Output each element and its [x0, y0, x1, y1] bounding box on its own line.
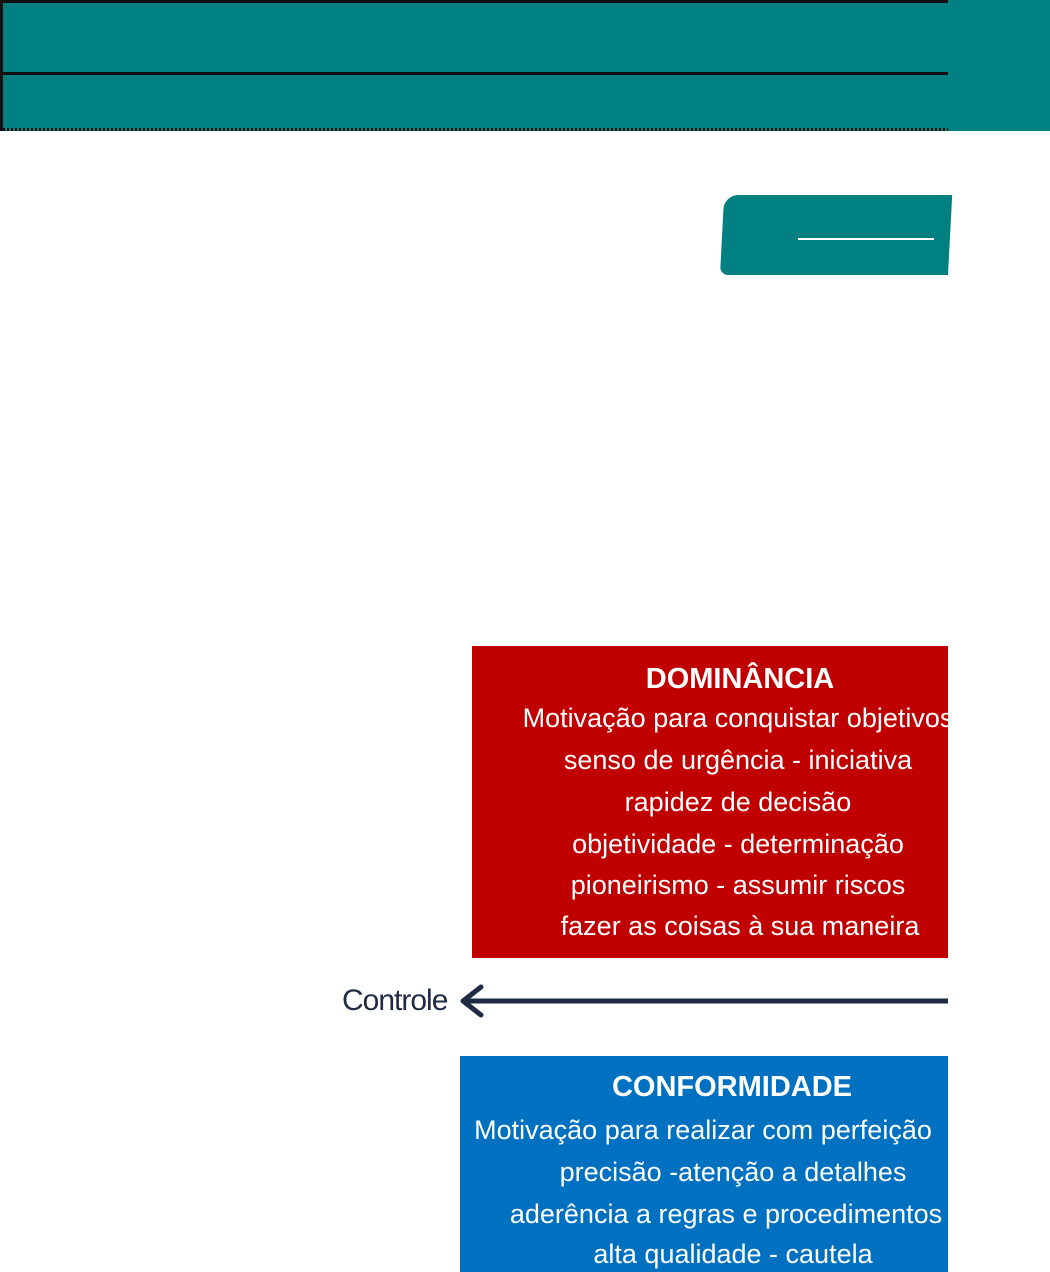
header-top-rule	[0, 0, 948, 3]
dominancia-line: objetividade - determinação	[572, 829, 904, 859]
conformidade-line: alta qualidade - cautela	[593, 1239, 873, 1269]
section-tab	[720, 195, 952, 275]
conformidade-line: Motivação para realizar com perfeição	[474, 1115, 932, 1145]
controle-label: Controle	[342, 984, 448, 1017]
conformidade-line: precisão -atenção a detalhes	[559, 1157, 907, 1187]
section-tab-underline	[798, 238, 934, 240]
header-left-rule	[0, 0, 3, 131]
conformidade-title: CONFORMIDADE	[611, 1071, 853, 1103]
dominancia-line: pioneirismo - assumir riscos	[570, 870, 906, 900]
dominancia-box	[472, 646, 954, 958]
conformidade-box	[460, 1056, 948, 1272]
header-middle-rule	[3, 72, 948, 75]
arrow-left-icon	[455, 983, 950, 1019]
dominancia-line: fazer as coisas à sua maneira	[560, 911, 920, 941]
header-band	[0, 0, 1050, 131]
header-dotted-rule	[3, 128, 948, 131]
dominancia-line: rapidez de decisão	[624, 787, 852, 817]
conformidade-line: aderência a regras e procedimentos	[509, 1199, 943, 1229]
dominancia-title: DOMINÂNCIA	[645, 663, 835, 695]
dominancia-line: senso de urgência - iniciativa	[563, 745, 913, 775]
dominancia-line: Motivação para conquistar objetivos	[522, 703, 954, 733]
